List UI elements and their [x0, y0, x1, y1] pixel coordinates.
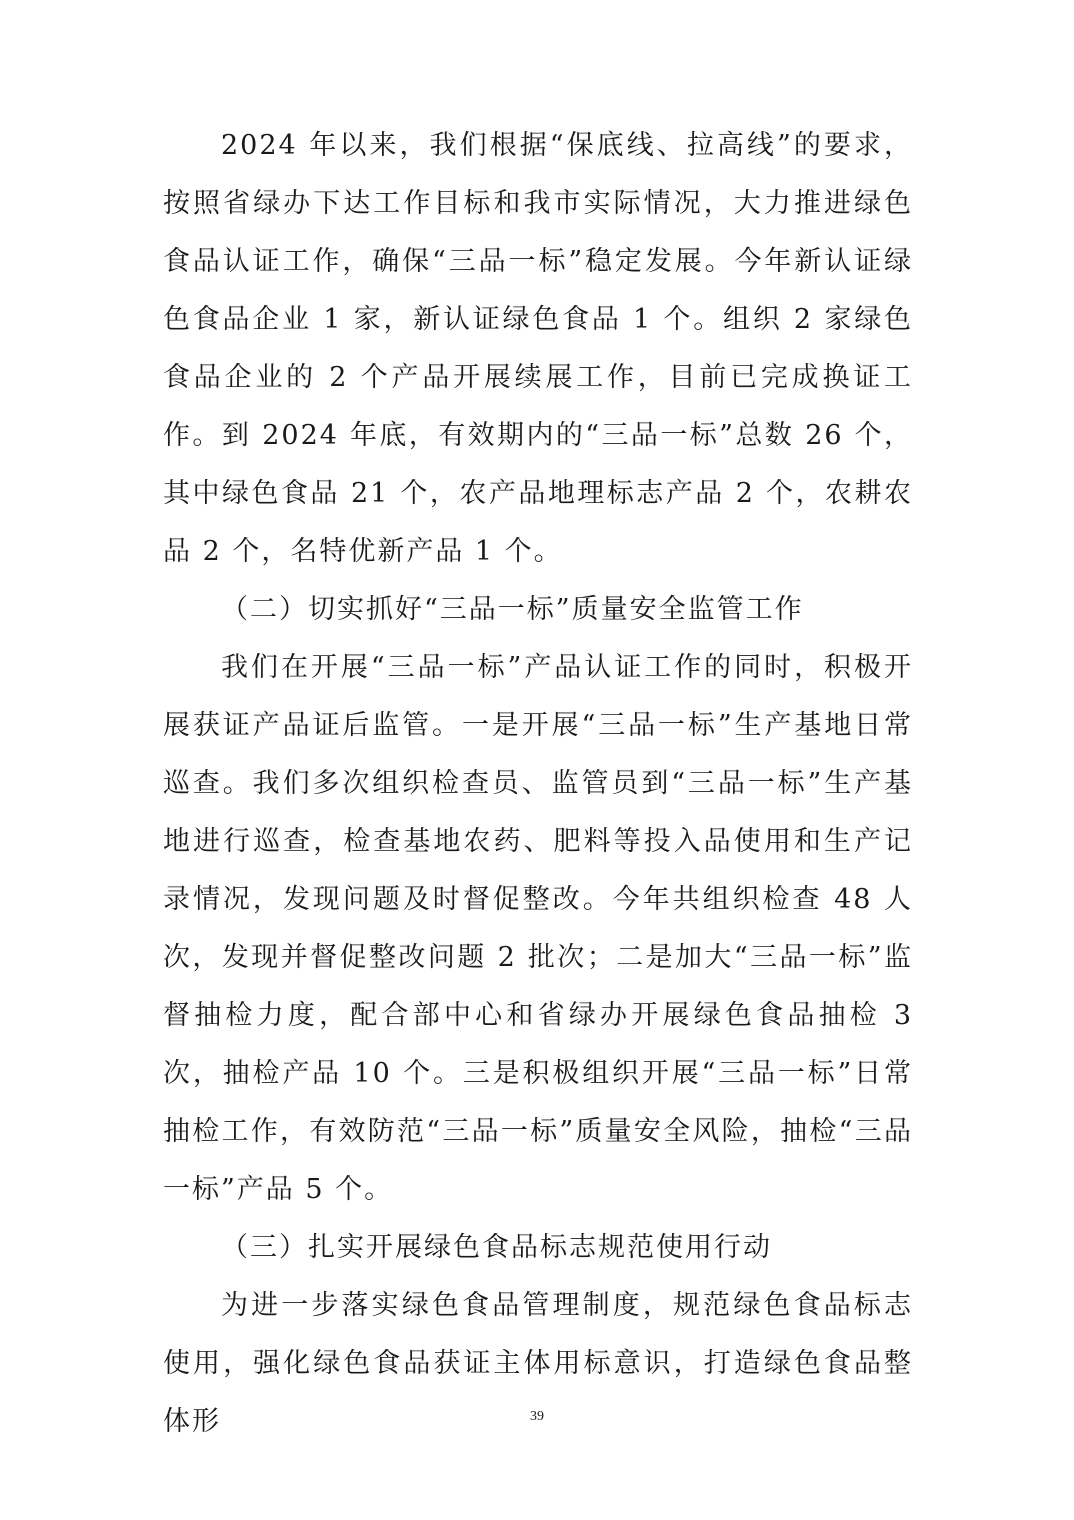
section-heading-2: （二）切实抓好“三品一标”质量安全监管工作: [221, 594, 804, 625]
section-heading-3: （三）扎实开展绿色食品标志规范使用行动: [221, 1232, 772, 1263]
paragraph-certification-summary: 2024 年以来，我们根据“保底线、拉高线”的要求，按照省绿办下达工作目标和我市实际情况，大力推进绿色食品认证工作，确保“三品一标”稳定发展。今年新认证绿色食品企业 1 家，新认证绿色食品 1 个。组织 2 家绿色食品企业的 2 个产品开展续展工作，目前已完成换证工作。到 2024 年底，有效期内的“三品一标”总数 26 个，其中绿色食品 21 个，农产品地理标志产品 2 个，农耕农品 2 个，名特优新产品 1 个。: [163, 130, 913, 567]
body-text: [163, 117, 913, 1451]
paragraph-supervision: 我们在开展“三品一标”产品认证工作的同时，积极开展获证产品证后监管。一是开展“三品一标”生产基地日常巡查。我们多次组织检查员、监管员到“三品一标”生产基地进行巡查，检查基地农药、肥料等投入品使用和生产记录情况，发现问题及时督促整改。今年共组织检查 48 人次，发现并督促整改问题 2 批次；二是加大“三品一标”监督抽检力度，配合部中心和省绿办开展绿色食品抽检 3 次，抽检产品 10 个。三是积极组织开展“三品一标”日常抽检工作，有效防范“三品一标”质量安全风险，抽检“三品一标”产品 5 个。: [163, 652, 913, 1205]
page-number: 39: [530, 1409, 544, 1424]
paragraph-label-usage: 为进一步落实绿色食品管理制度，规范绿色食品标志使用，强化绿色食品获证主体用标意识，打造绿色食品整体形: [163, 1290, 913, 1437]
